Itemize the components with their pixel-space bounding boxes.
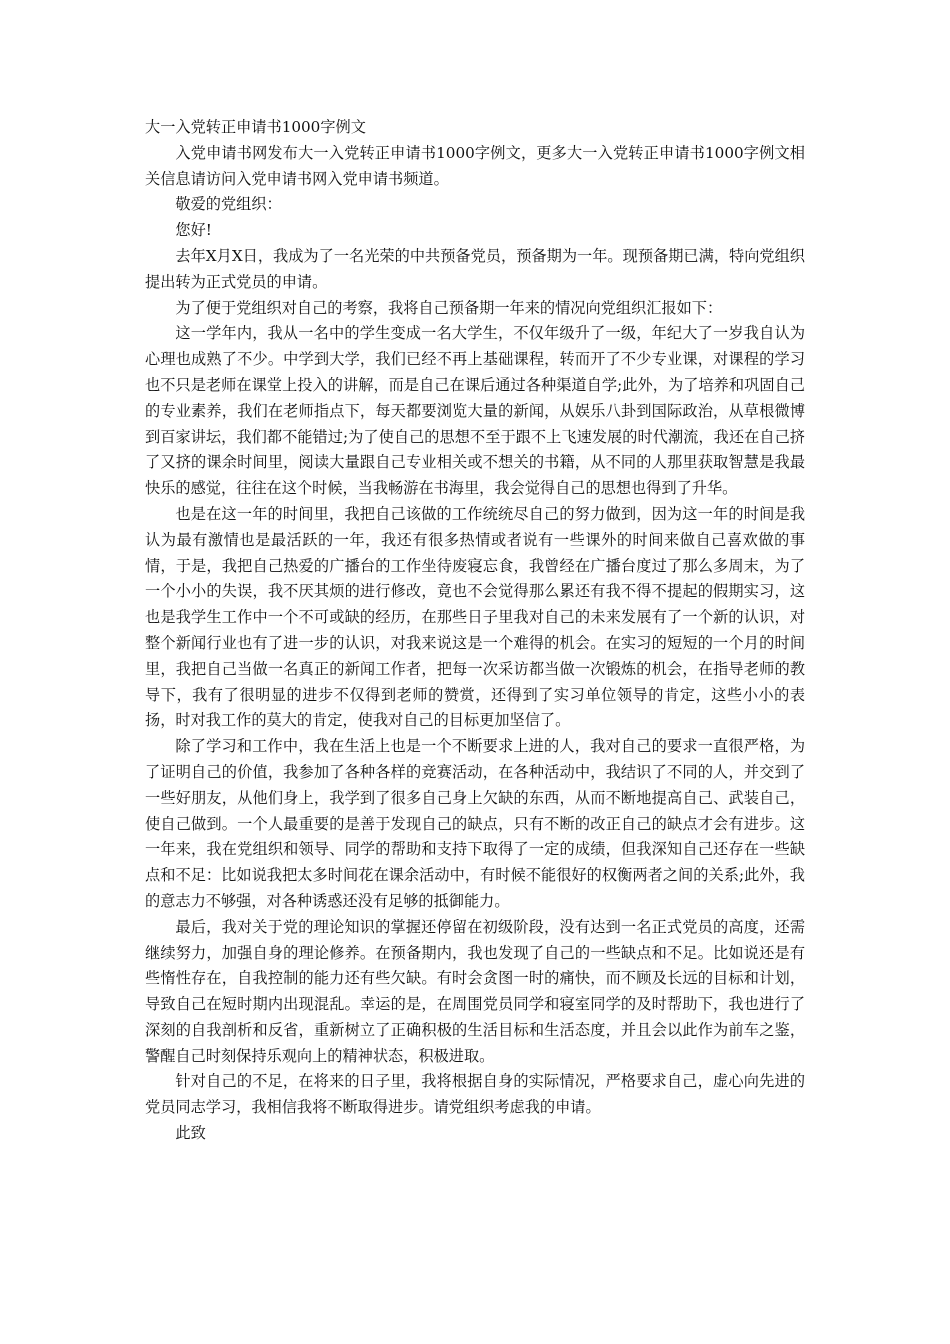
body-paragraph: 除了学习和工作中，我在生活上也是一个不断要求上进的人，我对自己的要求一直很严格，为了证明自己的价值，我参加了各种各样的竞赛活动，在各种活动中，我结识了不同的人，并交到了一些好朋友，从他们身上，我学到了很多自己身上欠缺的东西，从而不断地提高自己、武装自己，使自己做到。一个人最重要的是善于发现自己的缺点，只有不断的改正自己的缺点才会有进步。这一年来，我在党组织和领导、同学的帮助和支持下取得了一定的成绩，但我深知自己还存在一些缺点和不足：比如说我把太多时间花在课余活动中，有时候不能很好的权衡两者之间的关系;此外，我的意志力不够强，对各种诱惑还没有足够的抵御能力。	[145, 737, 805, 910]
body-paragraph: 去年X月X日，我成为了一名光荣的中共预备党员，预备期为一年。现预备期已满，特向党组织提出转为正式党员的申请。	[145, 246, 805, 291]
body-paragraph: 这一学年内，我从一名中的学生变成一名大学生，不仅年级升了一级，年纪大了一岁我自认为心理也成熟了不少。中学到大学，我们已经不再上基础课程，转而开了不少专业课，对课程的学习也不只是老师在课堂上投入的讲解，而是自己在课后通过各种渠道自学;此外，为了培养和巩固自己的专业素养，我们在老师指点下，每天都要浏览大量的新闻，从娱乐八卦到国际政治，从草根微博到百家讲坛，我们都不能错过;为了使自己的思想不至于跟不上飞速发展的时代潮流，我还在自己挤了又挤的课余时间里，阅读大量跟自己专业相关或不想关的书籍，从不同的人那里获取智慧是我最快乐的感觉，往往在这个时候，当我畅游在书海里，我会觉得自己的思想也得到了升华。	[145, 324, 805, 498]
greeting: 您好!	[175, 221, 212, 240]
salutation: 敬爱的党组织：	[175, 195, 282, 214]
body-paragraph: 也是在这一年的时间里，我把自己该做的工作统统尽自己的努力做到，因为这一年的时间是我认为最有激情也是最活跃的一年，我还有很多热情或者说有一些课外的时间来做自己喜欢做的事情，于是，我把自己热爱的广播台的工作坐待废寝忘食，我曾经在广播台度过了那么多周末，为了一个小小的失误，我不厌其烦的进行修改，竟也不会觉得那么累还有我不得不提起的假期实习，这也是我学生工作中一个不可或缺的经历，在那些日子里我对自己的未来发展有了一个新的认识，对整个新闻行业也有了进一步的认识，对我来说这是一个难得的机会。在实习的短短的一个月的时间里，我把自己当做一名真正的新闻工作者，把每一次采访都当做一次锻炼的机会，在指导老师的教导下，我有了很明显的进步不仅得到老师的赞赏，还得到了实习单位领导的肯定，这些小小的表扬，时对我工作的莫大的肯定，使我对自己的目标更加坚信了。	[145, 504, 805, 730]
document-body	[145, 115, 805, 1147]
intro-paragraph: 入党申请书网发布大一入党转正申请书1000字例文，更多大一入党转正申请书1000字例文相关信息请访问入党申请书网入党申请书频道。	[145, 143, 805, 188]
body-paragraph: 最后，我对关于党的理论知识的掌握还停留在初级阶段，没有达到一名正式党员的高度，还需继续努力，加强自身的理论修养。在预备期内，我也发现了自己的一些缺点和不足。比如说还是有些惰性存在，自我控制的能力还有些欠缺。有时会贪图一时的痛快，而不顾及长远的目标和计划，导致自己在短时期内出现混乱。幸运的是，在周围党员同学和寝室同学的及时帮助下，我也进行了深刻的自我剖析和反省，重新树立了正确积极的生活目标和生活态度，并且会以此作为前车之鉴，警醒自己时刻保持乐观向上的精神状态，积极进取。	[145, 917, 805, 1065]
closing-phrase: 此致	[175, 1124, 206, 1143]
document-title: 大一入党转正申请书1000字例文	[145, 118, 366, 136]
body-paragraph: 针对自己的不足，在将来的日子里，我将根据自身的实际情况，严格要求自己，虚心向先进的党员同志学习，我相信我将不断取得进步。请党组织考虑我的申请。	[145, 1072, 805, 1117]
body-paragraph: 为了便于党组织对自己的考察，我将自己预备期一年来的情况向党组织汇报如下：	[175, 298, 723, 317]
